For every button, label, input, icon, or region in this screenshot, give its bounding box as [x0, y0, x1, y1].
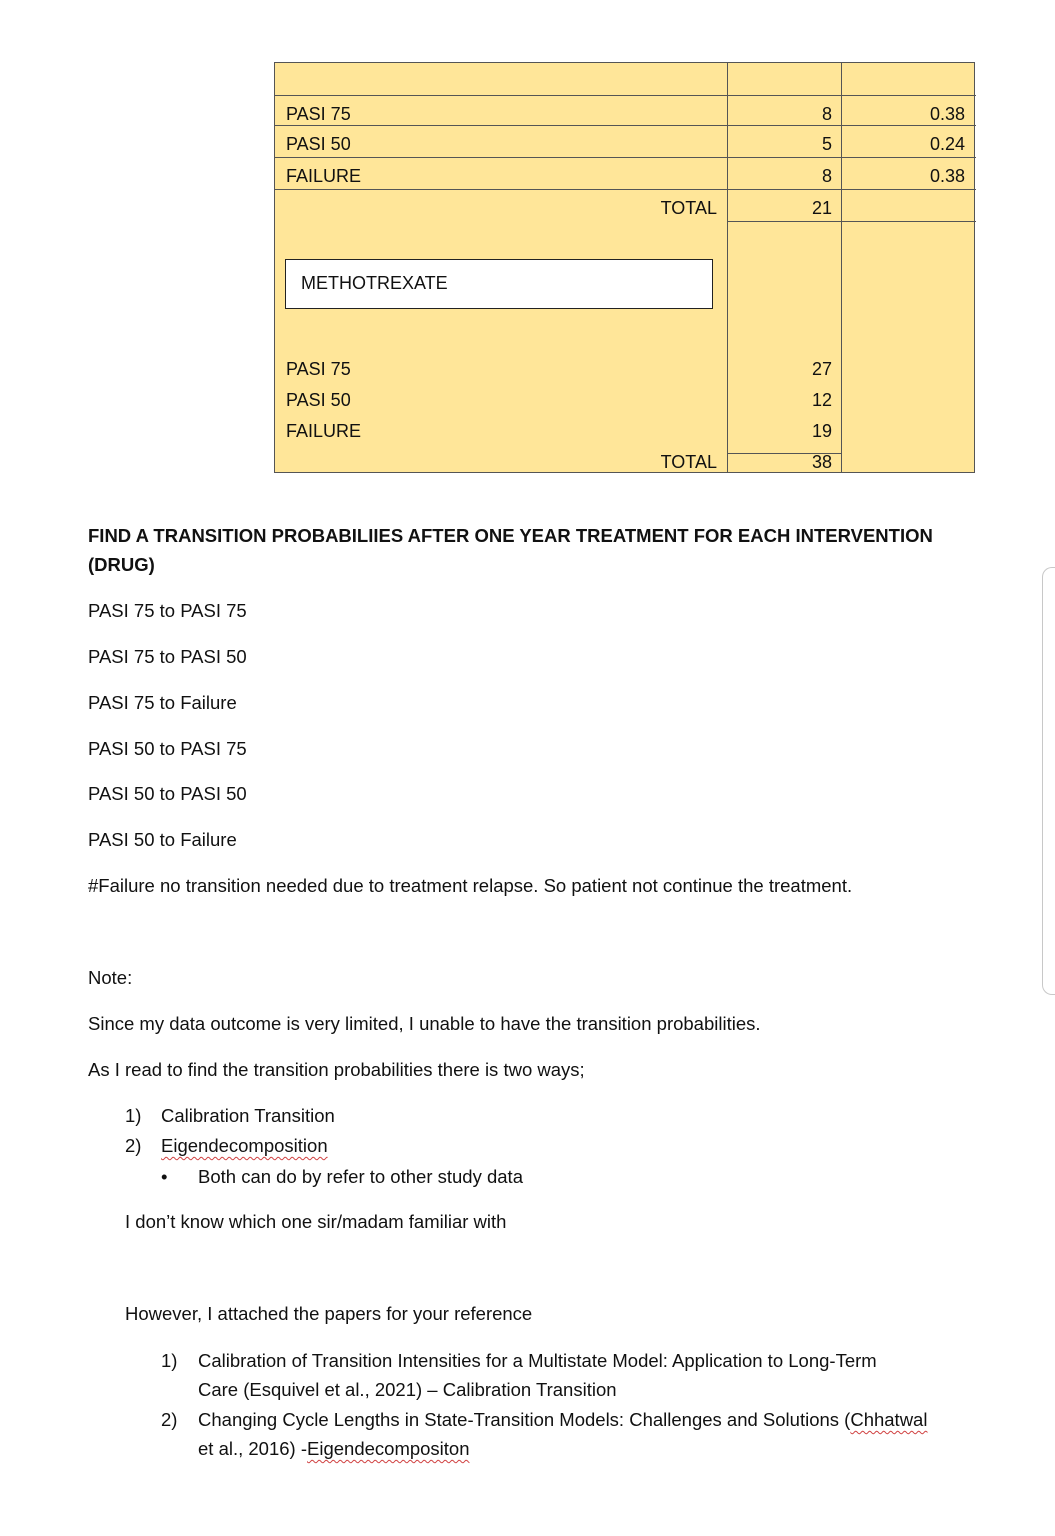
row-divider	[727, 95, 976, 96]
transition-item: PASI 50 to PASI 50	[88, 783, 247, 804]
list-number: 1)	[125, 1105, 142, 1126]
row-probability: 0.38	[929, 104, 965, 124]
row-label: PASI 75	[286, 359, 351, 379]
list-number: 2)	[125, 1135, 142, 1156]
note-label: Note:	[88, 967, 133, 988]
row-probability: 0.24	[929, 134, 965, 154]
row-divider	[275, 157, 976, 158]
reference-line	[198, 1437, 470, 1461]
bullet-item: Both can do by refer to other study data	[198, 1166, 523, 1187]
outcome-table	[274, 62, 975, 473]
row-count: 8	[821, 104, 832, 124]
transition-item: PASI 75 to Failure	[88, 692, 237, 713]
list-item: Calibration Transition	[161, 1105, 335, 1126]
transition-item: PASI 50 to Failure	[88, 829, 237, 850]
list-item: Eigendecomposition	[161, 1135, 328, 1156]
total-label: TOTAL	[660, 452, 717, 472]
row-count: 8	[821, 166, 832, 186]
row-label: PASI 50	[286, 134, 351, 154]
drug-label-box: METHOTREXATE	[285, 259, 713, 309]
list-number: 1)	[161, 1350, 178, 1371]
row-divider	[275, 125, 976, 126]
row-divider	[275, 189, 976, 190]
total-count: 21	[811, 198, 832, 218]
reference-method: Eigendecompositon	[307, 1438, 470, 1459]
list-number: 2)	[161, 1409, 178, 1430]
reference-line: Care (Esquivel et al., 2021) – Calibration Transition	[198, 1379, 617, 1400]
bullet-icon: •	[161, 1166, 168, 1187]
row-count: 19	[811, 421, 832, 441]
row-count: 27	[811, 359, 832, 379]
reference-line: Calibration of Transition Intensities for a Multistate Model: Application to Long-Term	[198, 1350, 877, 1371]
row-divider	[275, 95, 727, 96]
row-label: FAILURE	[286, 421, 362, 441]
row-label: PASI 75	[286, 104, 351, 124]
paragraph: However, I attached the papers for your reference	[125, 1303, 533, 1324]
row-count: 5	[821, 134, 832, 154]
failure-note: #Failure no transition needed due to treatment relapse. So patient not continue the treatment.	[88, 875, 853, 896]
transition-item: PASI 75 to PASI 50	[88, 646, 247, 667]
paragraph: I don’t know which one sir/madam familiar with	[125, 1211, 507, 1232]
row-label: FAILURE	[286, 166, 362, 186]
total-count: 38	[811, 452, 832, 472]
heading-cont: (DRUG)	[88, 554, 155, 575]
note-paragraph: As I read to find the transition probabilities there is two ways;	[88, 1059, 585, 1080]
scrollbar[interactable]	[1042, 567, 1055, 995]
heading: FIND A TRANSITION PROBABILIIES AFTER ONE YEAR TREATMENT FOR EACH INTERVENTION	[88, 525, 933, 546]
transition-item: PASI 50 to PASI 75	[88, 738, 247, 759]
note-paragraph: Since my data outcome is very limited, I unable to have the transition probabilities.	[88, 1013, 761, 1034]
row-label: PASI 50	[286, 390, 351, 410]
row-divider	[727, 221, 976, 222]
transition-item: PASI 75 to PASI 75	[88, 600, 247, 621]
total-label: TOTAL	[660, 198, 717, 218]
reference-line	[198, 1408, 927, 1432]
reference-author: Chhatwal	[850, 1409, 928, 1430]
row-probability: 0.38	[929, 166, 965, 186]
reference-text: et al., 2016) -	[198, 1438, 308, 1459]
reference-text: Changing Cycle Lengths in State-Transition Models: Challenges and Solutions (	[198, 1409, 851, 1430]
row-count: 12	[811, 390, 832, 410]
